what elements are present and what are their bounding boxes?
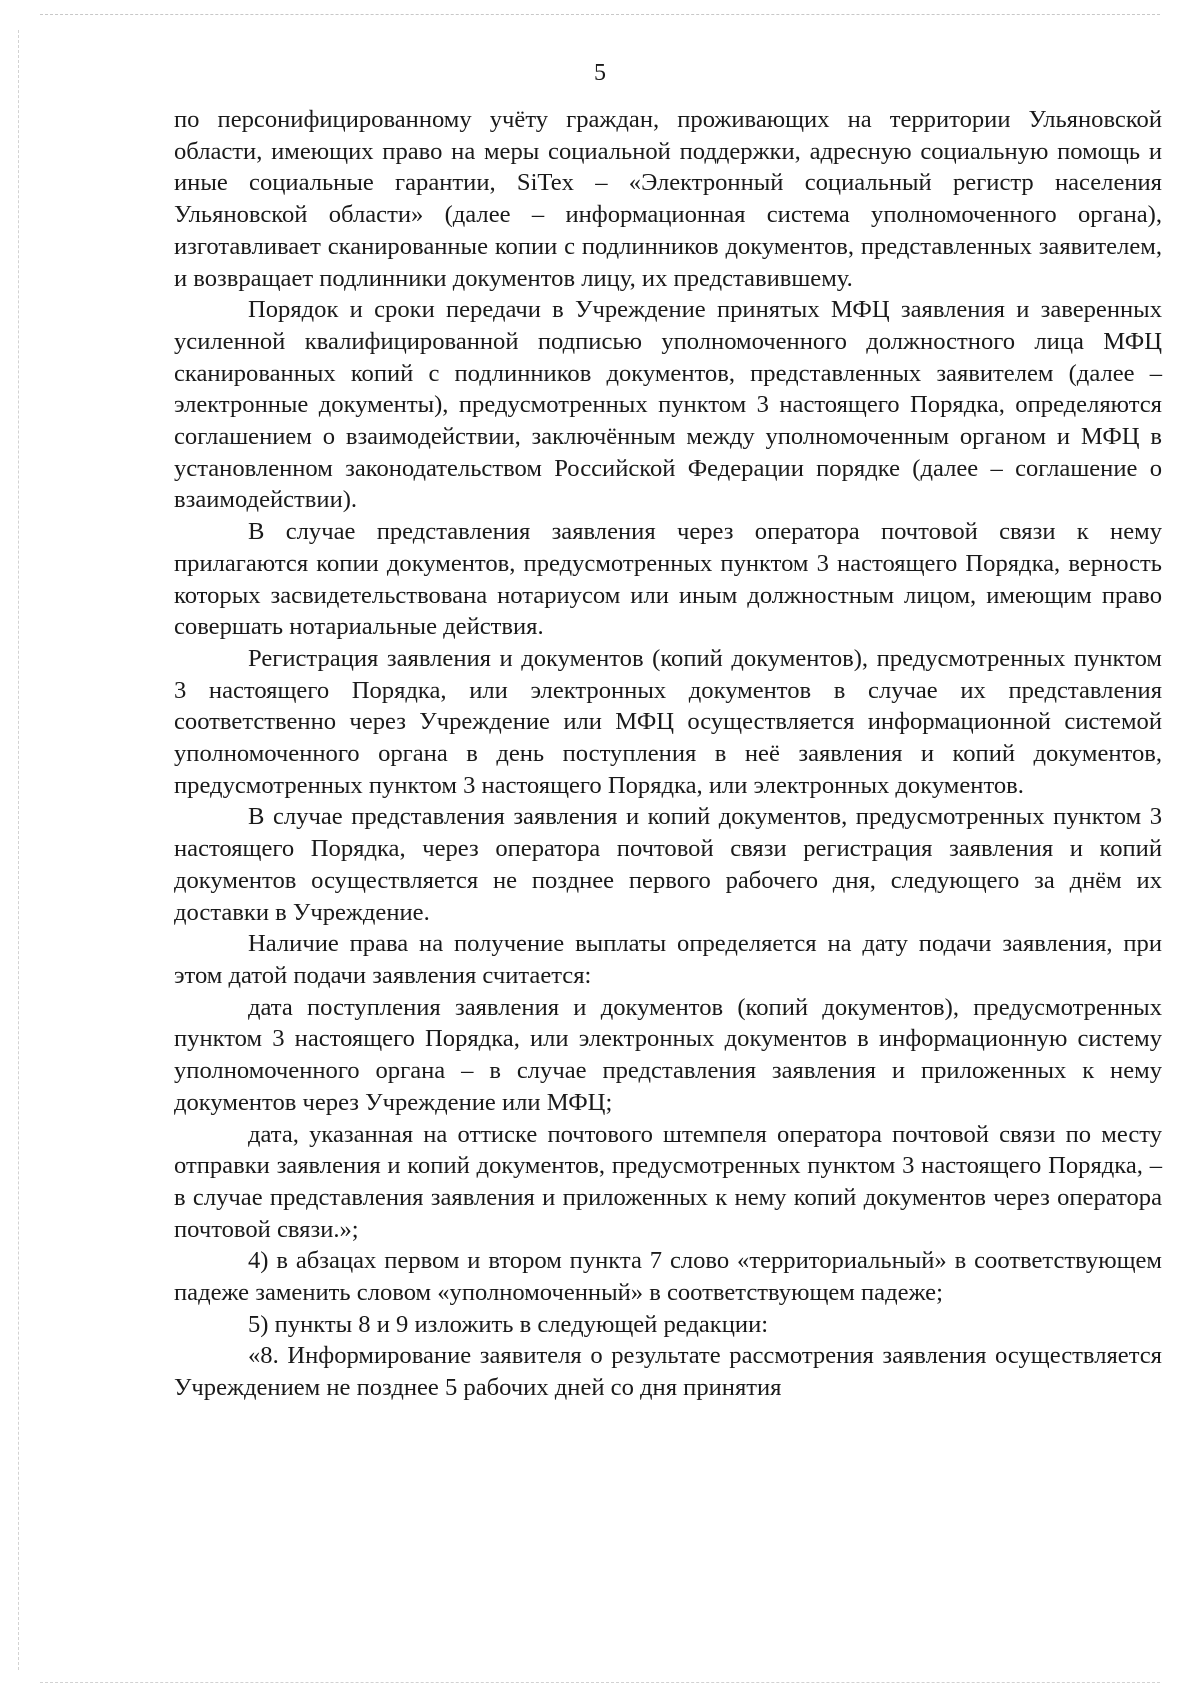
document-body (174, 104, 1162, 1404)
scan-edge-bottom (40, 1682, 1160, 1683)
paragraph: В случае представления заявления через оператора почтовой связи к нему прилагаются копии документов, предусмотренных пунктом 3 настоящего Порядка, верность которых засвидетельствована нотариусом или иным должностным лицом, имеющим право совершать нотариальные действия. (174, 518, 1162, 641)
paragraph: по персонифицированному учёту граждан, проживающих на территории Ульяновской области, имеющих право на меры социальной поддержки, адресную социальную помощь и иные социальные гарантии, SiTex – «Электронный социальный регистр населения Ульяновской области» (далее – информационная система уполномоченного органа), изготавливает сканированные копии с подлинников документов, представленных заявителем, и возвращает подлинники документов лицу, их представившему. (174, 106, 1162, 292)
paragraph: 5) пункты 8 и 9 изложить в следующей редакции: (248, 1310, 769, 1338)
paragraph: В случае представления заявления и копий документов, предусмотренных пунктом 3 настоящего Порядка, через оператора почтовой связи регистрация заявления и копий документов осуществляется не позднее первого рабочего дня, следующего за днём их доставки в Учреждение. (174, 803, 1162, 926)
paragraph: дата, указанная на оттиске почтового штемпеля оператора почтовой связи по месту отправки заявления и копий документов, предусмотренных пунктом 3 настоящего Порядка, – в случае представления заявления и приложенных к нему копий документов через оператора почтовой связи.»; (174, 1120, 1162, 1243)
paragraph: Наличие права на получение выплаты определяется на дату подачи заявления, при этом датой подачи заявления считается: (174, 930, 1162, 989)
paragraph: 4) в абзацах первом и втором пункта 7 слово «территориальный» в соответствующем падеже заменить словом «уполномоченный» в соответствующем падеже; (174, 1247, 1162, 1307)
page-number: 5 (594, 60, 606, 86)
scan-edge-left (18, 30, 19, 1670)
paragraph: Регистрация заявления и документов (копий документов), предусмотренных пунктом 3 настоящего Порядка, или электронных документов в случае их представления соответственно через Учреждение или МФЦ осуществляется информационной системой уполномоченного органа в день поступления в неё заявления и копий документов, предусмотренных пунктом 3 настоящего Порядка, или электронных документов. (174, 644, 1162, 799)
paragraph: Порядок и сроки передачи в Учреждение принятых МФЦ заявления и заверенных усиленной квалифицированной подписью уполномоченного должностного лица МФЦ сканированных копий с подлинников документов, представленных заявителем (далее – электронные документы), предусмотренных пунктом 3 настоящего Порядка, определяются соглашением о взаимодействии, заключённым между уполномоченным органом и МФЦ в установленном законодательством Российской Федерации порядке (далее – соглашение о взаимодействии). (174, 296, 1162, 514)
paragraph: дата поступления заявления и документов (копий документов), предусмотренных пунктом 3 настоящего Порядка, или электронных документов в информационную систему уполномоченного органа – в случае представления заявления и приложенных к нему документов через Учреждение или МФЦ; (174, 993, 1162, 1116)
paragraph: «8. Информирование заявителя о результате рассмотрения заявления осуществляется Учреждением не позднее 5 рабочих дней со дня принятия (174, 1342, 1162, 1402)
scan-edge-top (40, 14, 1160, 15)
